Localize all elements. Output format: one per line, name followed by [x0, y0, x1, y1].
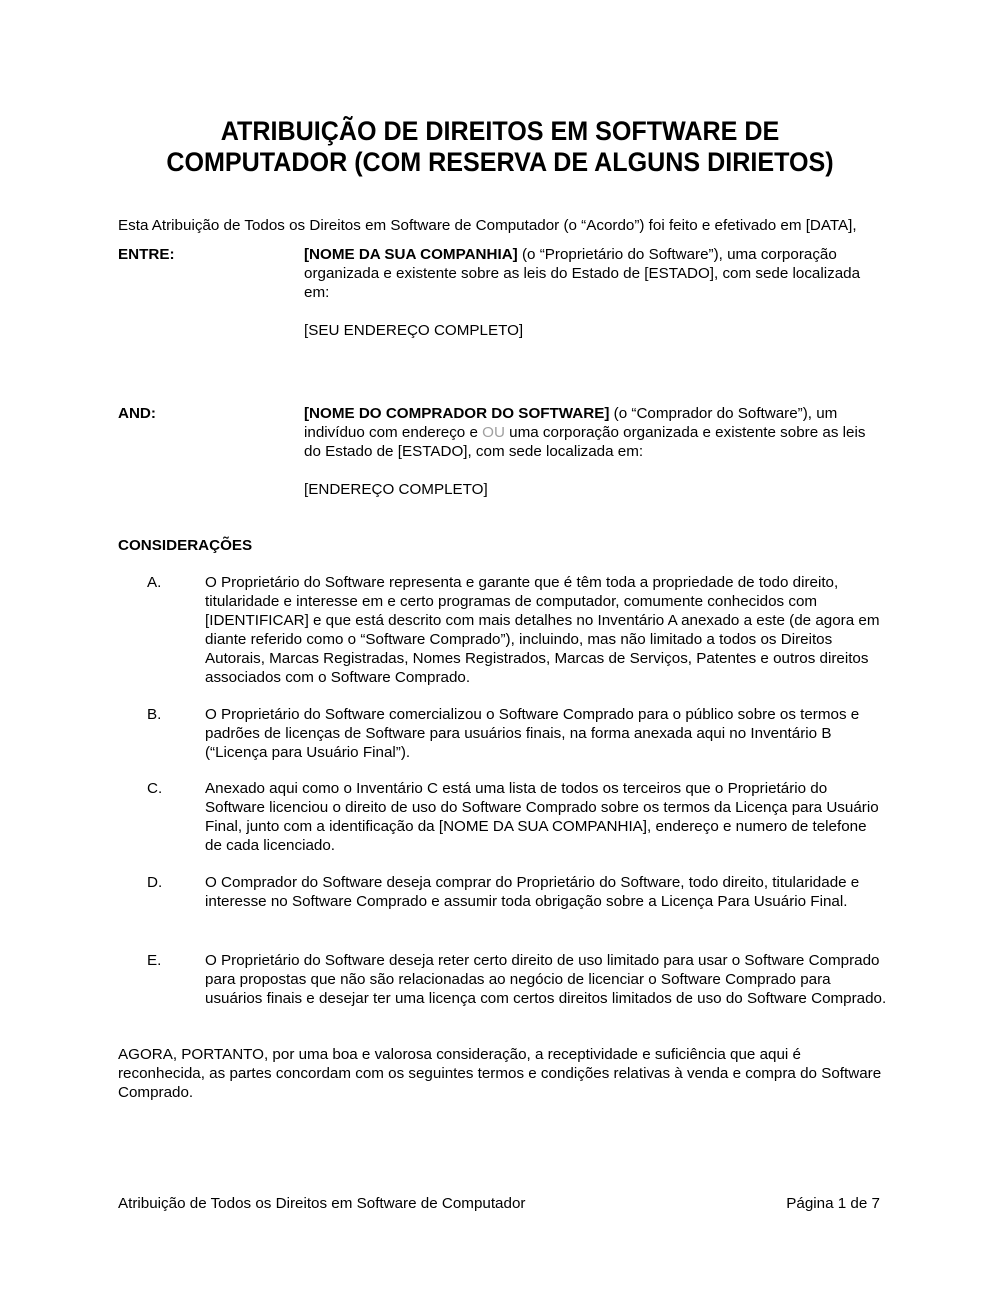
document-title — [35, 116, 965, 178]
owner-name-placeholder: [NOME DA SUA COMPANHIA] — [304, 246, 518, 263]
party-buyer-description — [304, 404, 886, 461]
recital-text: O Proprietário do Software deseja reter certo direito de uso limitado para usar o Software Comprado para propostas que não são relacionadas ao negócio de licenciar o Software Comprado para usuários finais e desejar ter uma licença com certos direitos limitados de uso do Software Comprado. — [205, 952, 887, 1007]
closing-paragraph: AGORA, PORTANTO, por uma boa e valorosa consideração, a receptividade e suficiência que aqui é reconhecida, as partes concordam com os seguintes termos e condições relativas à venda e compra do Software Comprado. — [118, 1046, 882, 1101]
recital-letter: E. — [147, 952, 162, 969]
recital-text: Anexado aqui como o Inventário C está uma lista de todos os terceiros que o Proprietário do Software licenciou o direito de uso do Software Comprado sobre os termos da Licença para Usuário Final, junto com a identificação da [NOME DA SUA COMPANHIA], endereço e numero de telefone de cada licenciado. — [205, 780, 879, 854]
buyer-name-placeholder: [NOME DO COMPRADOR DO SOFTWARE] — [304, 405, 610, 422]
party-owner-description — [304, 245, 886, 302]
recital-d — [147, 873, 887, 911]
recital-e — [147, 951, 887, 1008]
recital-letter: B. — [147, 706, 162, 723]
buyer-or-option: OU — [482, 424, 505, 441]
party-buyer — [304, 404, 886, 499]
recital-letter: A. — [147, 574, 162, 591]
party-label-entre: ENTRE: — [118, 246, 175, 263]
buyer-description-before: (o “Comprador do Software”), um indivíduo com endereço e — [304, 405, 838, 441]
footer-document-title: Atribuição de Todos os Direitos em Software de Computador — [118, 1195, 526, 1212]
page-footer — [118, 1194, 880, 1213]
recital-text: O Proprietário do Software comercializou o Software Comprado para o público sobre os termos e padrões de licenças de Software para usuários finais, na forma anexada aqui no Inventário B (“Licença para Usuário Final”). — [205, 706, 860, 761]
recital-letter: C. — [147, 780, 163, 797]
title-line-2: COMPUTADOR (COM RESERVA DE ALGUNS DIRIETOS) — [166, 147, 834, 177]
buyer-description-after: uma corporação organizada e existente sobre as leis do Estado de [ESTADO], com sede localizada em: — [304, 424, 866, 460]
party-label-and: AND: — [118, 405, 156, 422]
buyer-address-placeholder: [ENDEREÇO COMPLETO] — [304, 481, 488, 498]
recital-b — [147, 705, 887, 762]
recital-letter: D. — [147, 874, 163, 891]
footer-page-number: Página 1 de 7 — [786, 1195, 880, 1212]
recital-a — [147, 573, 887, 687]
recital-text: O Comprador do Software deseja comprar do Proprietário do Software, todo direito, titularidade e interesse no Software Comprado e assumir toda obrigação sobre a Licença Para Usuário Final. — [205, 874, 860, 910]
title-line-1: ATRIBUIÇÃO DE DIREITOS EM SOFTWARE DE — [220, 116, 780, 146]
recital-text: O Proprietário do Software representa e garante que é têm toda a propriedade de todo direito, titularidade e interesse em e certo programas de computador, comumente conhecidos com [IDENTIFICAR] e que está descrito com mais detalhes no Inventário A anexado a este (de agora em diante referido como o “Software Comprado”), incluindo, mas não limitado a todos os Direitos Autorais, Marcas Registradas, Nomes Registrados, Marcas de Serviços, Patentes e outros direitos associados com o Software Comprado. — [205, 574, 880, 686]
recital-c — [147, 779, 887, 855]
owner-address-placeholder: [SEU ENDEREÇO COMPLETO] — [304, 322, 524, 339]
owner-description-text: (o “Proprietário do Software”), uma corporação organizada e existente sobre as leis do Estado de [ESTADO], com sede localizada em: — [304, 246, 861, 301]
recitals-heading: CONSIDERAÇÕES — [118, 537, 253, 554]
intro-paragraph: Esta Atribuição de Todos os Direitos em Software de Computador (o “Acordo”) foi feito e efetivado em [DATA], — [118, 217, 857, 234]
party-owner — [304, 245, 886, 340]
